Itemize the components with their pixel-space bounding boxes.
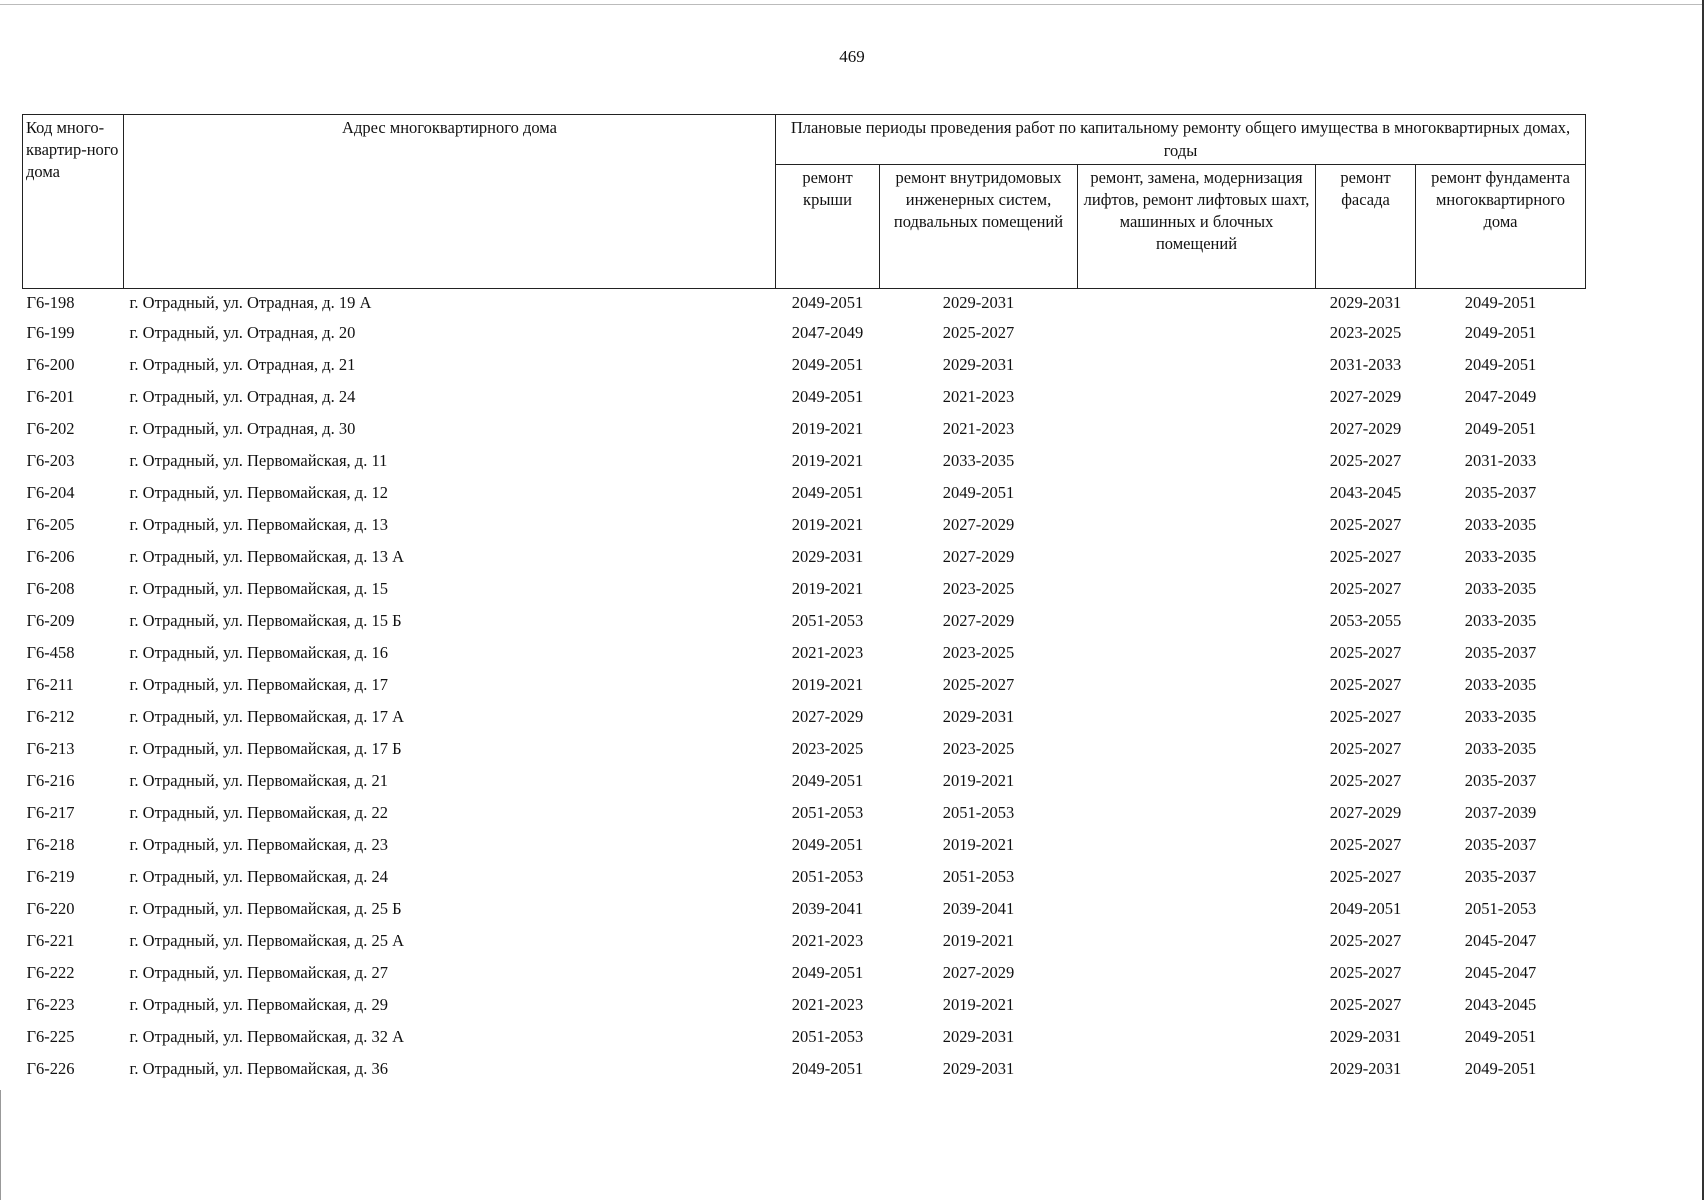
table-row [23,1021,1586,1053]
cell-code: Г6-218 [26,835,75,854]
cell-roof: 2019-2021 [791,675,864,694]
cell-code: Г6-211 [26,675,74,694]
cell-foundation: 2049-2051 [1464,355,1537,374]
cell-foundation: 2045-2047 [1464,931,1537,950]
cell-lifts [1078,1021,1316,1053]
cell-address: г. Отрадный, ул. Первомайская, д. 36 [129,1059,388,1078]
cell-lifts [1078,541,1316,573]
cell-roof: 2019-2021 [791,579,864,598]
cell-code: Г6-206 [26,547,75,566]
cell-address: г. Отрадный, ул. Первомайская, д. 22 [129,803,388,822]
cell-foundation: 2047-2049 [1464,387,1537,406]
cell-facade: 2025-2027 [1329,835,1402,854]
cell-address: г. Отрадный, ул. Отрадная, д. 30 [129,419,356,438]
cell-facade: 2027-2029 [1329,419,1402,438]
cell-code: Г6-226 [26,1059,75,1078]
cell-engineering: 2027-2029 [942,611,1015,630]
cell-address: г. Отрадный, ул. Первомайская, д. 25 А [129,931,404,950]
cell-engineering: 2051-2053 [942,867,1015,886]
cell-address: г. Отрадный, ул. Отрадная, д. 21 [129,355,356,374]
header-address: Адрес многоквартирного дома [124,115,776,289]
cell-code: Г6-200 [26,355,75,374]
cell-facade: 2025-2027 [1329,547,1402,566]
cell-facade: 2025-2027 [1329,739,1402,758]
cell-engineering: 2021-2023 [942,387,1015,406]
cell-facade: 2023-2025 [1329,323,1402,342]
cell-foundation: 2033-2035 [1464,547,1537,566]
cell-foundation: 2033-2035 [1464,611,1537,630]
cell-lifts [1078,701,1316,733]
cell-code: Г6-216 [26,771,75,790]
cell-engineering: 2023-2025 [942,739,1015,758]
cell-address: г. Отрадный, ул. Первомайская, д. 16 [129,643,388,662]
cell-roof: 2051-2053 [791,1027,864,1046]
header-engineering: ремонт внутридомовых инженерных систем, подвальных помещений [880,165,1078,289]
cell-lifts [1078,317,1316,349]
table-row [23,669,1586,701]
cell-engineering: 2029-2031 [942,1027,1015,1046]
cell-foundation: 2049-2051 [1464,419,1537,438]
cell-address: г. Отрадный, ул. Первомайская, д. 13 А [129,547,404,566]
cell-lifts [1078,989,1316,1021]
cell-foundation: 2045-2047 [1464,963,1537,982]
cell-engineering: 2023-2025 [942,579,1015,598]
cell-roof: 2029-2031 [791,547,864,566]
repair-schedule-table [22,114,1586,1085]
page-number: 469 [839,47,865,66]
cell-address: г. Отрадный, ул. Первомайская, д. 17 [129,675,388,694]
cell-code: Г6-220 [26,899,75,918]
cell-foundation: 2049-2051 [1464,1027,1537,1046]
cell-code: Г6-202 [26,419,75,438]
cell-roof: 2021-2023 [791,931,864,950]
cell-facade: 2025-2027 [1329,707,1402,726]
cell-foundation: 2031-2033 [1464,451,1537,470]
cell-lifts [1078,957,1316,989]
cell-facade: 2025-2027 [1329,995,1402,1014]
cell-foundation: 2035-2037 [1464,483,1537,502]
cell-roof: 2047-2049 [791,323,864,342]
cell-facade: 2025-2027 [1329,451,1402,470]
cell-lifts [1078,733,1316,765]
cell-code: Г6-217 [26,803,75,822]
cell-code: Г6-208 [26,579,75,598]
table-row [23,605,1586,637]
cell-address: г. Отрадный, ул. Первомайская, д. 23 [129,835,388,854]
cell-lifts [1078,797,1316,829]
cell-lifts [1078,509,1316,541]
cell-engineering: 2029-2031 [942,707,1015,726]
cell-engineering: 2029-2031 [942,1059,1015,1078]
cell-facade: 2027-2029 [1329,387,1402,406]
header-code: Код много-квартир-ного дома [23,115,124,289]
cell-roof: 2051-2053 [791,803,864,822]
table-row [23,701,1586,733]
cell-roof: 2049-2051 [791,963,864,982]
table-row [23,733,1586,765]
table-body [23,289,1586,1086]
cell-code: Г6-203 [26,451,75,470]
table-row [23,957,1586,989]
cell-address: г. Отрадный, ул. Первомайская, д. 24 [129,867,388,886]
cell-engineering: 2049-2051 [942,483,1015,502]
table-row [23,317,1586,349]
cell-address: г. Отрадный, ул. Первомайская, д. 29 [129,995,388,1014]
table-row [23,509,1586,541]
cell-engineering: 2051-2053 [942,803,1015,822]
cell-foundation: 2033-2035 [1464,515,1537,534]
cell-address: г. Отрадный, ул. Первомайская, д. 17 А [129,707,404,726]
cell-roof: 2049-2051 [791,355,864,374]
header-periods-group: Плановые периоды проведения работ по капитальному ремонту общего имущества в многоквартирных домах, годы [776,115,1586,165]
cell-facade: 2025-2027 [1329,643,1402,662]
cell-engineering: 2021-2023 [942,419,1015,438]
scan-edge-top [0,4,1704,5]
cell-foundation: 2033-2035 [1464,707,1537,726]
cell-foundation: 2043-2045 [1464,995,1537,1014]
cell-lifts [1078,413,1316,445]
cell-foundation: 2037-2039 [1464,803,1537,822]
cell-foundation: 2051-2053 [1464,899,1537,918]
cell-facade: 2025-2027 [1329,579,1402,598]
cell-engineering: 2033-2035 [942,451,1015,470]
cell-foundation: 2049-2051 [1464,1059,1537,1078]
cell-lifts [1078,381,1316,413]
cell-code: Г6-212 [26,707,75,726]
cell-roof: 2049-2051 [791,293,864,312]
cell-engineering: 2027-2029 [942,963,1015,982]
cell-code: Г6-198 [26,293,75,312]
cell-roof: 2019-2021 [791,515,864,534]
cell-roof: 2051-2053 [791,867,864,886]
cell-engineering: 2019-2021 [942,835,1015,854]
cell-code: Г6-201 [26,387,75,406]
cell-roof: 2027-2029 [791,707,864,726]
cell-engineering: 2027-2029 [942,547,1015,566]
cell-facade: 2029-2031 [1329,1027,1402,1046]
cell-roof: 2021-2023 [791,995,864,1014]
cell-foundation: 2033-2035 [1464,579,1537,598]
cell-foundation: 2049-2051 [1464,323,1537,342]
cell-facade: 2043-2045 [1329,483,1402,502]
cell-address: г. Отрадный, ул. Первомайская, д. 15 [129,579,388,598]
cell-facade: 2031-2033 [1329,355,1402,374]
cell-foundation: 2035-2037 [1464,835,1537,854]
table-row [23,573,1586,605]
table-row [23,445,1586,477]
scan-edge-left [0,1090,1,1200]
table-row [23,829,1586,861]
cell-address: г. Отрадный, ул. Отрадная, д. 24 [129,387,356,406]
cell-code: Г6-199 [26,323,75,342]
cell-address: г. Отрадный, ул. Отрадная, д. 19 А [129,293,372,312]
cell-engineering: 2019-2021 [942,771,1015,790]
table-row [23,893,1586,925]
cell-code: Г6-225 [26,1027,75,1046]
cell-code: Г6-458 [26,643,75,662]
cell-lifts [1078,1053,1316,1085]
cell-facade: 2025-2027 [1329,867,1402,886]
table-row [23,413,1586,445]
cell-code: Г6-205 [26,515,75,534]
header-roof: ремонт крыши [776,165,880,289]
cell-foundation: 2033-2035 [1464,675,1537,694]
cell-facade: 2025-2027 [1329,675,1402,694]
cell-facade: 2053-2055 [1329,611,1402,630]
table-row [23,1053,1586,1085]
cell-lifts [1078,765,1316,797]
cell-facade: 2025-2027 [1329,515,1402,534]
table-row [23,381,1586,413]
cell-address: г. Отрадный, ул. Первомайская, д. 32 А [129,1027,404,1046]
cell-roof: 2049-2051 [791,1059,864,1078]
cell-engineering: 2039-2041 [942,899,1015,918]
cell-engineering: 2027-2029 [942,515,1015,534]
cell-roof: 2051-2053 [791,611,864,630]
cell-foundation: 2035-2037 [1464,771,1537,790]
cell-code: Г6-204 [26,483,75,502]
cell-code: Г6-222 [26,963,75,982]
cell-engineering: 2019-2021 [942,931,1015,950]
cell-engineering: 2025-2027 [942,323,1015,342]
table-row [23,477,1586,509]
cell-engineering: 2029-2031 [942,355,1015,374]
cell-code: Г6-219 [26,867,75,886]
table-row [23,765,1586,797]
cell-lifts [1078,861,1316,893]
cell-facade: 2025-2027 [1329,963,1402,982]
cell-lifts [1078,605,1316,637]
cell-lifts [1078,637,1316,669]
table-row [23,541,1586,573]
cell-facade: 2029-2031 [1329,293,1402,312]
cell-roof: 2021-2023 [791,643,864,662]
table-row [23,925,1586,957]
cell-lifts [1078,349,1316,381]
cell-code: Г6-223 [26,995,75,1014]
table-row [23,637,1586,669]
header-facade: ремонт фасада [1316,165,1416,289]
cell-foundation: 2035-2037 [1464,643,1537,662]
cell-roof: 2019-2021 [791,419,864,438]
cell-lifts [1078,829,1316,861]
cell-address: г. Отрадный, ул. Первомайская, д. 12 [129,483,388,502]
cell-roof: 2049-2051 [791,387,864,406]
table-row [23,349,1586,381]
cell-address: г. Отрадный, ул. Первомайская, д. 17 Б [129,739,402,758]
cell-engineering: 2025-2027 [942,675,1015,694]
cell-facade: 2025-2027 [1329,931,1402,950]
cell-lifts [1078,573,1316,605]
header-foundation: ремонт фундамента многоквартирного дома [1416,165,1586,289]
cell-roof: 2039-2041 [791,899,864,918]
cell-engineering: 2019-2021 [942,995,1015,1014]
cell-address: г. Отрадный, ул. Первомайская, д. 13 [129,515,388,534]
cell-roof: 2019-2021 [791,451,864,470]
cell-lifts [1078,669,1316,701]
table-row [23,797,1586,829]
cell-engineering: 2023-2025 [942,643,1015,662]
cell-address: г. Отрадный, ул. Первомайская, д. 15 Б [129,611,402,630]
cell-address: г. Отрадный, ул. Первомайская, д. 11 [129,451,388,470]
cell-code: Г6-221 [26,931,75,950]
cell-foundation: 2049-2051 [1464,293,1537,312]
table-row [23,289,1586,318]
cell-roof: 2049-2051 [791,771,864,790]
cell-roof: 2049-2051 [791,483,864,502]
cell-facade: 2029-2031 [1329,1059,1402,1078]
header-lifts: ремонт, замена, модернизация лифтов, ремонт лифтовых шахт, машинных и блочных помещений [1078,165,1316,289]
cell-engineering: 2029-2031 [942,293,1015,312]
cell-code: Г6-213 [26,739,75,758]
cell-foundation: 2033-2035 [1464,739,1537,758]
cell-address: г. Отрадный, ул. Первомайская, д. 25 Б [129,899,402,918]
cell-lifts [1078,925,1316,957]
cell-facade: 2049-2051 [1329,899,1402,918]
cell-code: Г6-209 [26,611,75,630]
cell-lifts [1078,289,1316,318]
cell-address: г. Отрадный, ул. Отрадная, д. 20 [129,323,356,342]
cell-lifts [1078,477,1316,509]
cell-roof: 2049-2051 [791,835,864,854]
cell-address: г. Отрадный, ул. Первомайская, д. 27 [129,963,388,982]
table-row [23,989,1586,1021]
cell-facade: 2027-2029 [1329,803,1402,822]
cell-lifts [1078,445,1316,477]
cell-lifts [1078,893,1316,925]
cell-foundation: 2035-2037 [1464,867,1537,886]
cell-roof: 2023-2025 [791,739,864,758]
table-row [23,861,1586,893]
cell-address: г. Отрадный, ул. Первомайская, д. 21 [129,771,388,790]
cell-facade: 2025-2027 [1329,771,1402,790]
